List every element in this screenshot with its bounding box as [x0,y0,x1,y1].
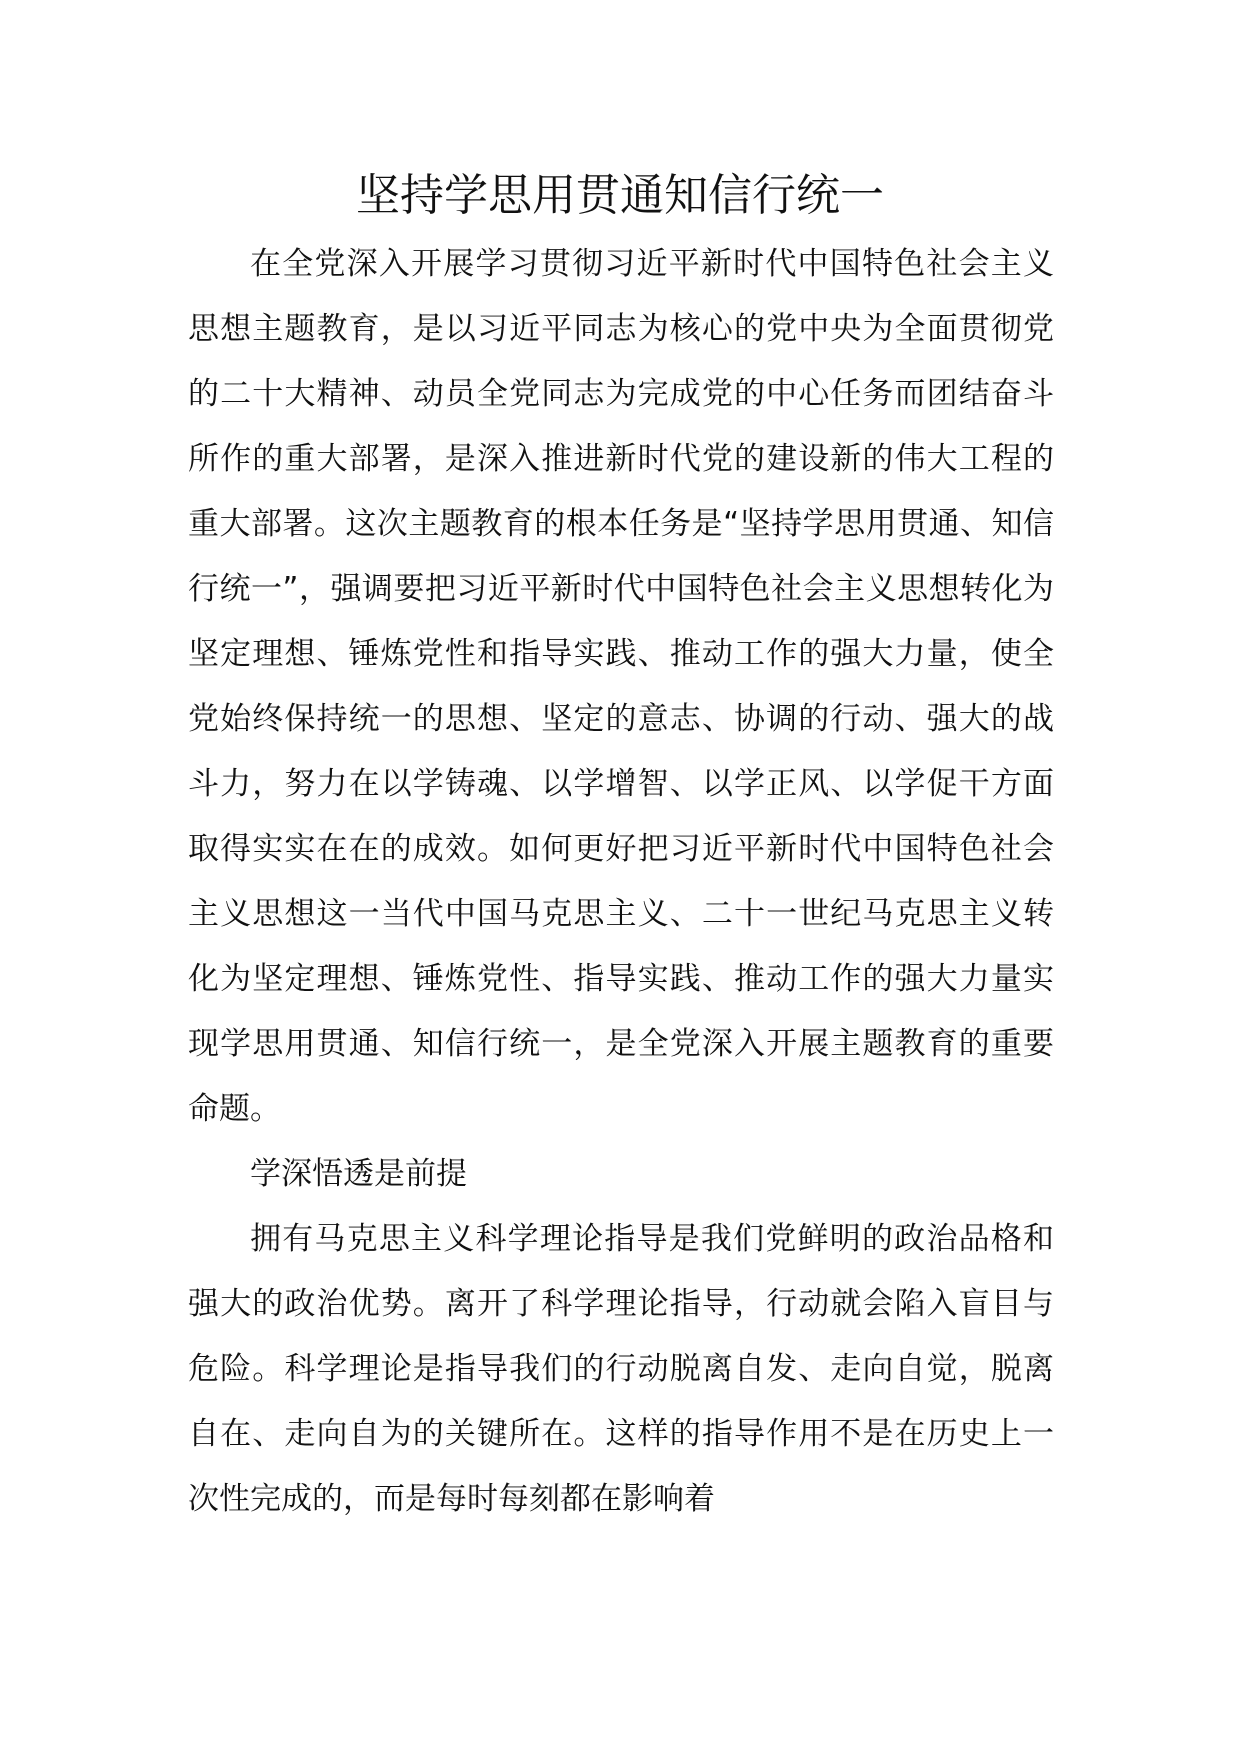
section-heading: 学深悟透是前提 [250,1156,467,1192]
paragraph-section-1: 拥有马克思主义科学理论指导是我们党鲜明的政治品格和强大的政治优势。离开了科学理论指导，行动就会陷入盲目与危险。科学理论是指导我们的行动脱离自发、走向自觉，脱离自在、走向自为的关键所在。这样的指导作用不是在历史上一次性完成的，而是每时每刻都在影响着 [188,1221,1054,1517]
document-body [188,232,1054,1532]
paragraph-intro: 在全党深入开展学习贯彻习近平新时代中国特色社会主义思想主题教育，是以习近平同志为核心的党中央为全面贯彻党的二十大精神、动员全党同志为完成党的中心任务而团结奋斗所作的重大部署，是深入推进新时代党的建设新的伟大工程的重大部署。这次主题教育的根本任务是“坚持学思用贯通、知信行统一”，强调要把习近平新时代中国特色社会主义思想转化为坚定理想、锤炼党性和指导实践、推动工作的强大力量，使全党始终保持统一的思想、坚定的意志、协调的行动、强大的战斗力，努力在以学铸魂、以学增智、以学正风、以学促干方面取得实实在在的成效。如何更好把习近平新时代中国特色社会主义思想这一当代中国马克思主义、二十一世纪马克思主义转化为坚定理想、锤炼党性、指导实践、推动工作的强大力量实现学思用贯通、知信行统一，是全党深入开展主题教育的重要命题。 [188,246,1054,1127]
document-title: 坚持学思用贯通知信行统一 [356,170,884,221]
